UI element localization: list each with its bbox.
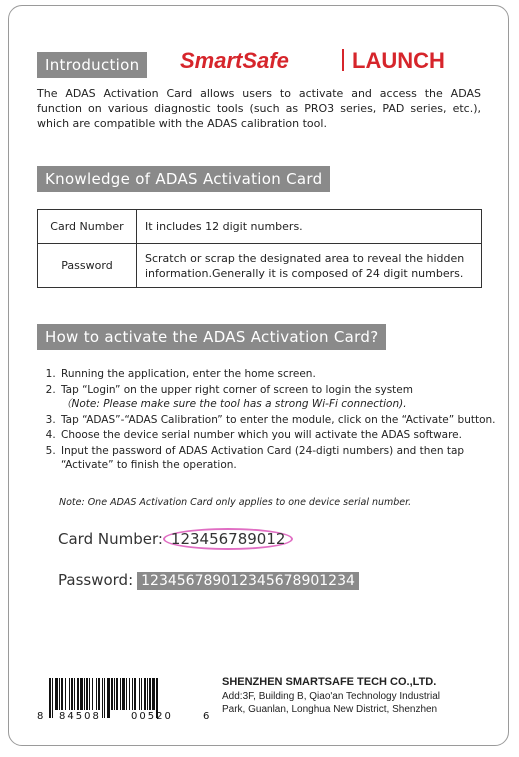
row-label: Card Number [38, 210, 137, 244]
list-item: 5. Input the password of ADAS Activation Card (24-digti numbers) and then tap “Activate” to finish the operation. [59, 444, 509, 473]
barcode-bar [86, 678, 88, 710]
barcode-bar [104, 678, 105, 718]
barcode-bar [65, 678, 66, 710]
list-item: 4. Choose the device serial number which you will activate the ADAS software. [59, 428, 509, 443]
logo-divider [342, 49, 344, 71]
barcode-bar [147, 678, 148, 710]
barcode-bar [102, 678, 103, 718]
knowledge-header: Knowledge of ADAS Activation Card [37, 166, 330, 192]
launch-logo-text: LAUNCH [352, 48, 445, 73]
barcode-bar [152, 678, 155, 710]
password-line [58, 571, 359, 589]
barcode-bar [84, 678, 85, 710]
company-address [222, 690, 440, 716]
barcode [37, 676, 210, 720]
password-value: 123456789012345678901234 [137, 572, 359, 590]
barcode-bar [74, 678, 75, 710]
address-line-1: Add:3F, Building B, Qiao'an Technology Industrial [222, 691, 440, 702]
card-number-line [58, 528, 293, 550]
barcode-bar [59, 678, 60, 710]
barcode-bar [129, 678, 130, 710]
list-item: 1. Running the application, enter the home screen. [59, 367, 509, 382]
barcode-bar [116, 678, 118, 710]
barcode-right-digits: 00520 [131, 711, 173, 720]
barcode-bar [141, 678, 142, 710]
footnote: Note: One ADAS Activation Card only applies to one device serial number. [59, 497, 412, 508]
barcode-bar [55, 678, 58, 710]
barcode-bar [61, 678, 63, 710]
card-number-value: 123456789012 [163, 528, 294, 550]
barcode-bar [107, 678, 110, 718]
smartsafe-logo-text: SmartSafe [180, 48, 289, 73]
barcode-bar [114, 678, 115, 710]
barcode-bar [120, 678, 121, 710]
barcode-bar [122, 678, 125, 710]
row-value: Scratch or scrap the designated area to reveal the hidden information.Generally it is composed of 24 digit numbers. [137, 244, 482, 288]
company-name: SHENZHEN SMARTSAFE TECH CO.,LTD. [222, 676, 437, 688]
introduction-header: Introduction [37, 52, 147, 78]
howto-header: How to activate the ADAS Activation Card? [37, 324, 386, 350]
password-label: Password: [58, 571, 134, 589]
knowledge-table [37, 209, 482, 288]
list-item: 3. Tap “ADAS”-“ADAS Calibration” to enter the module, click on the “Activate” button. [59, 413, 509, 428]
barcode-bar [52, 678, 53, 718]
barcode-bar [92, 678, 93, 710]
barcode-bar [132, 678, 133, 710]
barcode-bar [49, 678, 51, 718]
barcode-bar [71, 678, 73, 710]
address-line-2: Park, Guanlan, Longhua New District, Shenzhen [222, 704, 438, 715]
list-item: 2. Tap “Login” on the upper right corner of screen to login the system （Note: Please make sure the tool has a strong Wi-Fi connection). [59, 383, 509, 412]
row-value: It includes 12 digit numbers. [137, 210, 482, 244]
wifi-note: （Note: Please make sure the tool has a strong Wi-Fi connection). [61, 398, 407, 410]
barcode-bar [144, 678, 146, 710]
barcode-bar [96, 678, 97, 710]
barcode-bar [89, 678, 90, 710]
barcode-bar [69, 678, 70, 710]
barcode-bar [126, 678, 127, 710]
barcode-bar [80, 678, 83, 710]
barcode-bar [134, 678, 136, 710]
table-row [38, 244, 482, 288]
barcode-bar [149, 678, 151, 710]
activation-steps [37, 367, 509, 474]
barcode-bar [98, 678, 100, 710]
card-number-label: Card Number: [58, 530, 163, 548]
row-label: Password [38, 244, 137, 288]
table-row [38, 210, 482, 244]
barcode-lead-digit: 8 [37, 711, 44, 720]
barcode-bar [77, 678, 79, 710]
smartsafe-launch-logo [178, 46, 483, 76]
intro-paragraph: The ADAS Activation Card allows users to activate and access the ADAS function on various diagnostic tools (such as PRO3 series, PAD series, etc.), which are compatible with the ADAS calibration tool. [37, 87, 481, 130]
barcode-trail-digit: 6 [203, 711, 210, 720]
barcode-bar [139, 678, 140, 710]
barcode-bar [111, 678, 113, 710]
barcode-left-digits: 84508 [59, 711, 101, 720]
